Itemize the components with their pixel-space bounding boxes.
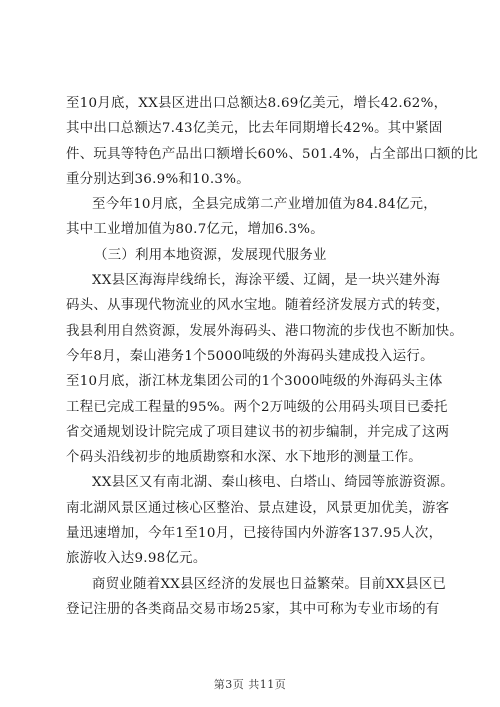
text-line: 其中工业增加值为80.7亿元，增加6.3%。 <box>66 222 324 238</box>
text-line: 南北湖风景区通过核心区整治、景点建设，风景更加优美，游客 <box>66 500 450 516</box>
text-line: 商贸业随着XX县区经济的发展也日益繁荣。目前XX县区已 <box>92 576 447 592</box>
text-line: 其中出口总额达7.43亿美元，比去年同期增长42%。其中紧固 <box>66 121 443 137</box>
text-line: 我县利用自然资源，发展外海码头、港口物流的步伐也不断加快。 <box>66 323 464 339</box>
text-line: 至10月底，浙江林龙集团公司的1个3000吨级的外海码头主体 <box>66 374 443 390</box>
page-number: 第3页 共11页 <box>213 678 287 691</box>
text-line: 件、玩具等特色产品出口额增长60%、501.4%，占全部出口额的比 <box>66 146 479 162</box>
text-line: 个码头沿线初步的地质勘察和水深、水下地形的测量工作。 <box>66 450 422 466</box>
text-line: 省交通规划设计院完成了项目建议书的初步编制，并完成了这两 <box>66 424 450 440</box>
text-line: XX县区海海岸线绵长，海涂平缓、辽阔，是一块兴建外海 <box>92 273 441 289</box>
text-line: 码头、从事现代物流业的风水宝地。随着经济发展方式的转变， <box>66 298 450 314</box>
text-line: 工程已完成工程量的95%。两个2万吨级的公用码头项目已委托 <box>66 399 448 415</box>
section-heading: （三）利用本地资源，发展现代服务业 <box>94 247 327 263</box>
text-line: 旅游收入达9.98亿元。 <box>66 551 207 567</box>
text-line: 至今年10月底，全县完成第二产业增加值为84.84亿元， <box>92 197 437 213</box>
text-line: 今年8月，秦山港务1个5000吨级的外海码头建成投入运行。 <box>66 348 434 364</box>
text-line: 量迅速增加，今年1至10月，已接待国内外游客137.95人次， <box>66 526 443 542</box>
body-text <box>66 91 479 622</box>
text-line: 登记注册的各类商品交易市场25家，其中可称为专业市场的有 <box>66 601 440 617</box>
text-line: XX县区又有南北湖、秦山核电、白塔山、绮园等旅游资源。 <box>92 475 454 491</box>
text-line: 重分别达到36.9%和10.3%。 <box>66 171 250 187</box>
text-line: 至10月底，XX县区进出口总额达8.69亿美元，增长42.62%， <box>66 96 448 111</box>
